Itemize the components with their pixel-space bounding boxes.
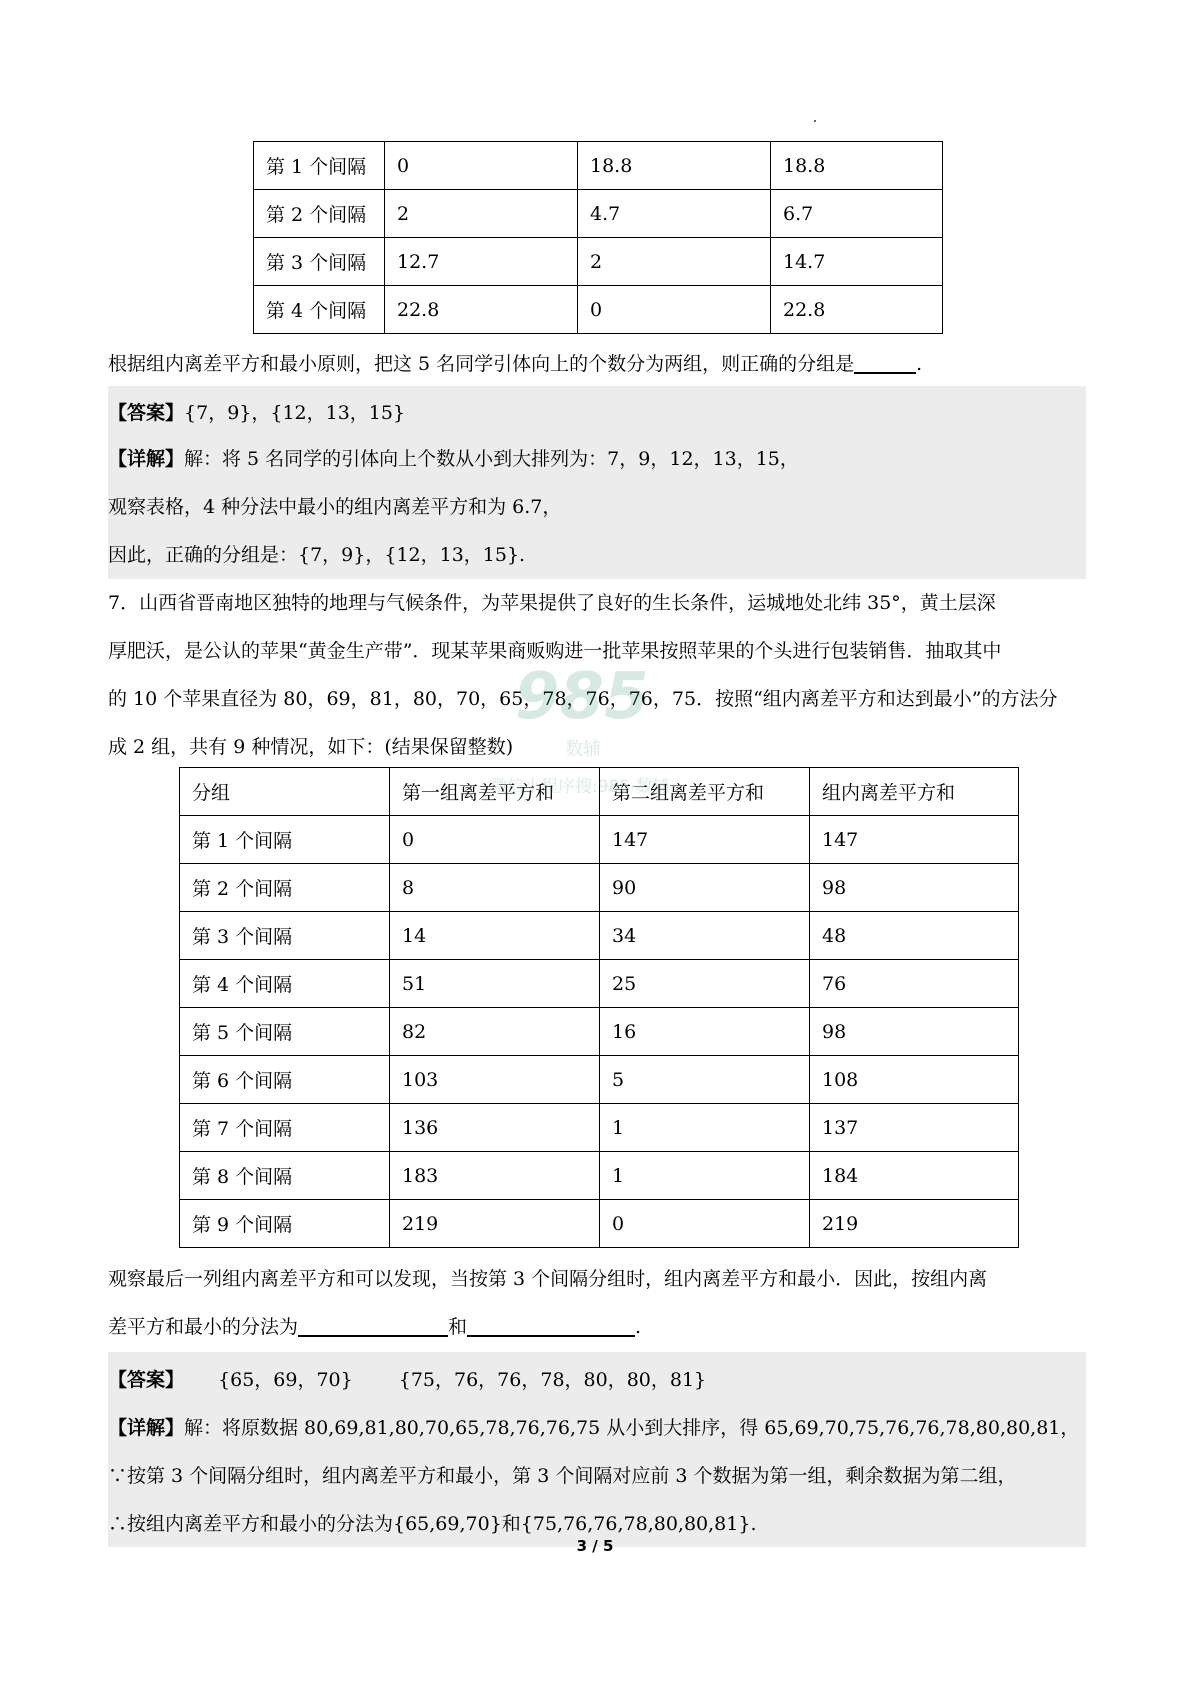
answer-blank <box>854 352 916 374</box>
table-cell: 14.7 <box>771 238 943 286</box>
table-cell: 18.8 <box>771 142 943 190</box>
table-cell: 98 <box>810 864 1019 912</box>
table-cell: 25 <box>600 960 810 1008</box>
column-header: 第一组离差平方和 <box>390 768 600 816</box>
table-cell: 第 2 个间隔 <box>254 190 385 238</box>
table-row <box>180 816 1019 864</box>
table-cell: 51 <box>390 960 600 1008</box>
table-cell: 22.8 <box>385 286 578 334</box>
table-row <box>254 190 943 238</box>
table-cell: 第 1 个间隔 <box>254 142 385 190</box>
table-cell: 136 <box>390 1104 600 1152</box>
table-cell: 第 6 个间隔 <box>180 1056 390 1104</box>
table-cell: 48 <box>810 912 1019 960</box>
table-cell: 147 <box>810 816 1019 864</box>
table-cell: 14 <box>390 912 600 960</box>
table-cell: 第 9 个间隔 <box>180 1200 390 1248</box>
interval-table-5-students <box>253 141 943 334</box>
table-row <box>180 960 1019 1008</box>
table-cell: 1 <box>600 1152 810 1200</box>
table-row <box>180 1152 1019 1200</box>
table-cell: 6.7 <box>771 190 943 238</box>
q7-line-1: 7．山西省晋南地区独特的地理与气候条件，为苹果提供了良好的生长条件，运城地处北纬 35°，黄土层深 <box>108 592 996 614</box>
q7-after-1: 观察最后一列组内离差平方和可以发现，当按第 3 个间隔分组时，组内离差平方和最小．因此，按组内离 <box>108 1268 988 1290</box>
column-header: 第二组离差平方和 <box>600 768 810 816</box>
table-cell: 34 <box>600 912 810 960</box>
table-cell: 16 <box>600 1008 810 1056</box>
table-row <box>254 238 943 286</box>
table-cell: 0 <box>390 816 600 864</box>
table-cell: 137 <box>810 1104 1019 1152</box>
answer-blank-2 <box>467 1315 635 1337</box>
table-cell: 0 <box>578 286 771 334</box>
table-row <box>180 912 1019 960</box>
table-cell: 第 7 个间隔 <box>180 1104 390 1152</box>
column-header: 分组 <box>180 768 390 816</box>
q7-line-2: 厚肥沃，是公认的苹果“黄金生产带”．现某苹果商贩购进一批苹果按照苹果的个头进行包装销售．抽取其中 <box>108 640 1002 662</box>
q7-after-2: 差平方和最小的分法为 和 . <box>108 1316 642 1338</box>
q6-detail-1: 【详解】解：将 5 名同学的引体向上个数从小到大排列为：7，9，12，13，15， <box>108 448 799 470</box>
table-cell: 22.8 <box>771 286 943 334</box>
table-cell: 0 <box>600 1200 810 1248</box>
table-cell: 103 <box>390 1056 600 1104</box>
q6-detail-2: 观察表格，4 种分法中最小的组内离差平方和为 6.7， <box>108 496 562 518</box>
watermark-logo: 985 数辅 微信小程序搜:985·数辅 <box>490 660 670 797</box>
column-header: 组内离差平方和 <box>810 768 1019 816</box>
table-cell: 12.7 <box>385 238 578 286</box>
table-cell: 108 <box>810 1056 1019 1104</box>
table-row <box>180 1104 1019 1152</box>
table-cell: 第 4 个间隔 <box>180 960 390 1008</box>
scan-dot <box>814 120 816 122</box>
table-cell: 8 <box>390 864 600 912</box>
table-cell: 0 <box>385 142 578 190</box>
table-row <box>180 1008 1019 1056</box>
q7-answer: 【答案】 {65，69，70} {75，76，76，78，80，80，81} <box>108 1369 707 1391</box>
table-cell: 219 <box>390 1200 600 1248</box>
table-cell: 98 <box>810 1008 1019 1056</box>
table-cell: 第 1 个间隔 <box>180 816 390 864</box>
table-cell: 第 8 个间隔 <box>180 1152 390 1200</box>
table-cell: 5 <box>600 1056 810 1104</box>
q6-detail-3: 因此，正确的分组是：{7，9}，{12，13，15}. <box>108 544 526 566</box>
table-cell: 76 <box>810 960 1019 1008</box>
q6-answer: 【答案】{7，9}，{12，13，15} <box>108 402 406 424</box>
table-cell: 4.7 <box>578 190 771 238</box>
table-cell: 82 <box>390 1008 600 1056</box>
table-cell: 147 <box>600 816 810 864</box>
q6-question: 根据组内离差平方和最小原则，把这 5 名同学引体向上的个数分为两组，则正确的分组是 . <box>108 353 923 375</box>
interval-table-apples <box>179 767 1019 1248</box>
q7-detail-2: ∵按第 3 个间隔分组时，组内离差平方和最小，第 3 个间隔对应前 3 个数据为第一组，剩余数据为第二组， <box>108 1465 1017 1487</box>
table-cell: 2 <box>385 190 578 238</box>
table-cell: 1 <box>600 1104 810 1152</box>
table-cell: 18.8 <box>578 142 771 190</box>
q7-line-4: 成 2 组，共有 9 种情况，如下：(结果保留整数) <box>108 736 514 758</box>
table-row <box>180 1056 1019 1104</box>
table-row <box>254 286 943 334</box>
table-cell: 第 2 个间隔 <box>180 864 390 912</box>
table-cell: 183 <box>390 1152 600 1200</box>
table-row <box>180 1200 1019 1248</box>
q7-detail-1: 【详解】解：将原数据 80,69,81,80,70,65,78,76,76,75 从小到大排序，得 65,69,70,75,76,76,78,80,80,81， <box>108 1417 1080 1439</box>
page-number: 3 / 5 <box>576 1537 614 1555</box>
table-cell: 第 3 个间隔 <box>180 912 390 960</box>
table-cell: 219 <box>810 1200 1019 1248</box>
table-cell: 90 <box>600 864 810 912</box>
table-row <box>180 864 1019 912</box>
table-row <box>254 142 943 190</box>
answer-blank-1 <box>298 1315 448 1337</box>
q7-detail-3: ∴按组内离差平方和最小的分法为{65,69,70}和{75,76,76,78,80,80,81}. <box>108 1513 757 1535</box>
q7-line-3: 的 10 个苹果直径为 80，69，81，80，70，65，78，76，76，75．按照“组内离差平方和达到最小”的方法分 <box>108 688 1058 710</box>
table-cell: 2 <box>578 238 771 286</box>
table-cell: 第 4 个间隔 <box>254 286 385 334</box>
table-cell: 184 <box>810 1152 1019 1200</box>
table-cell: 第 3 个间隔 <box>254 238 385 286</box>
table-cell: 第 5 个间隔 <box>180 1008 390 1056</box>
